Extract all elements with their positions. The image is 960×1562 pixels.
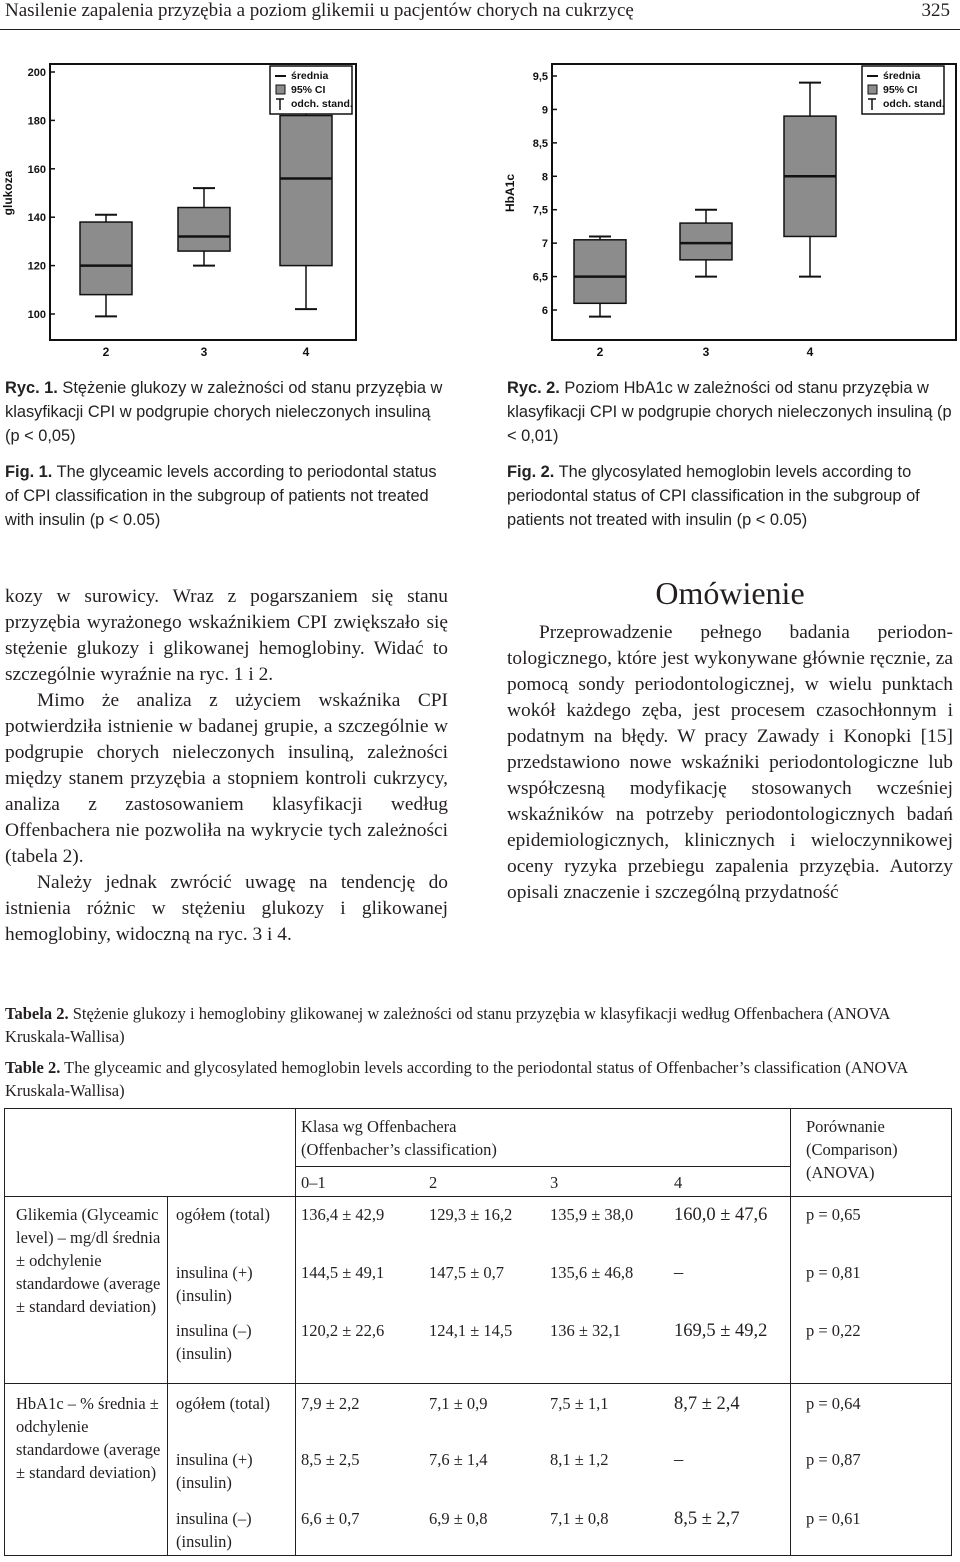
class-col-3: 3 [550,1173,559,1192]
figure-1-chart [0,60,360,370]
x-tick-label: 4 [302,345,310,359]
box-95ci [80,222,132,295]
table-pvalue-cell: p = 0,22 [806,1321,861,1340]
x-tick-label: 4 [806,345,814,359]
table-2-caption-pl: Tabela 2. Stężenie glukozy i hemoglobiny glikowanej w zależności od stanu przyzębia w klasyfikacji według Offenbachera (ANOVA Kruskala-Wallisa) [5,1004,890,1046]
page-number: 325 [921,0,950,21]
table-pvalue-cell: p = 0,87 [806,1450,861,1469]
row-subgroup-label: insulina (+) (insulin) [176,1450,253,1492]
table-value-cell: 8,5 ± 2,7 [674,1509,740,1529]
legend-label: odch. stand. [291,98,353,110]
figure-2-label-en: Fig. 2. [507,463,555,481]
y-tick-label: 120 [27,260,46,273]
table-pvalue-cell: p = 0,65 [806,1205,861,1224]
left-paragraph-3: Należy jednak zwrócić uwagę na tendencję do istnienia różnic w stężeniu glukozy i glikowanej hemoglobiny, widoczną na ryc. 3 i 4. [5,872,448,945]
figure-2-caption-en: The glycosylated hemoglobin levels according to periodontal status of CPI classification in the subgroup of patients not treated with insulin (p < 0.05) [507,463,920,529]
table-pvalue-cell: p = 0,81 [806,1263,861,1282]
table-value-cell: 7,1 ± 0,9 [429,1394,488,1413]
table-value-cell: 124,1 ± 14,5 [429,1321,513,1340]
x-tick-label: 2 [596,345,604,359]
table-value-cell: 135,9 ± 38,0 [550,1205,634,1224]
table-value-cell: 169,5 ± 49,2 [674,1321,768,1341]
y-tick-label: 200 [27,67,46,79]
table-value-cell: 8,7 ± 2,4 [674,1394,740,1414]
class-col-0-1: 0–1 [301,1173,326,1192]
table-value-cell: 8,1 ± 1,2 [550,1450,609,1469]
y-axis-label: glukoza [1,170,15,216]
legend-label: średnia [291,70,329,82]
table-value-cell: 6,9 ± 0,8 [429,1509,488,1528]
table-rule [295,1166,790,1167]
y-tick-label: 9 [541,104,548,117]
table-rule [5,1383,951,1384]
class-col-2: 2 [429,1173,438,1192]
box-95ci [280,116,332,266]
legend-label: odch. stand. [883,98,945,110]
table-2-caption-en: Table 2. The glyceamic and glycosylated hemoglobin levels according to the periodontal status of Offenbacher’s classification (ANOVA Kruskala-Wallisa) [5,1058,908,1100]
table-value-cell: 7,9 ± 2,2 [301,1394,360,1413]
x-tick-label: 2 [102,345,110,359]
table-value-cell: 120,2 ± 22,6 [301,1321,385,1340]
y-tick-label: 6 [541,305,548,317]
table-rule [790,1109,791,1555]
table-2-caption [5,1002,950,1102]
table-pvalue-cell: p = 0,64 [806,1394,861,1413]
x-tick-label: 3 [702,345,710,359]
row-subgroup-label: ogółem (total) [176,1394,270,1413]
y-tick-label: 8,5 [532,137,548,150]
y-axis-label: HbA1c [503,173,517,213]
table-rule [295,1109,296,1555]
header-rule [0,29,960,30]
section-heading: Omówienie [655,575,805,611]
running-header-title: Nasilenie zapalenia przyzębia a poziom glikemii u pacjentów chorych na cukrzycę [5,0,634,21]
row-subgroup-label: insulina (–) (insulin) [176,1321,252,1363]
header-class-en: (Offenbacher’s classification) [301,1140,497,1159]
table-value-cell: 136,4 ± 42,9 [301,1205,385,1224]
figure-2-caption-pl: Poziom HbA1c w zależności od stanu przyzębia w klasyfikacji CPI w podgrupie chorych nieleczonych insuliną (p < 0,01) [507,379,952,445]
y-tick-label: 6,5 [532,271,548,284]
table-value-cell: 147,5 ± 0,7 [429,1263,505,1282]
y-tick-label: 160 [27,163,46,176]
header-comparison-anova: (ANOVA) [806,1163,875,1182]
table-value-cell: 7,6 ± 1,4 [429,1450,488,1469]
box-95ci [178,208,230,252]
legend-label: średnia [883,70,921,82]
table-value-cell: – [674,1263,684,1283]
table-value-cell: 6,6 ± 0,7 [301,1509,360,1528]
table-value-cell: 160,0 ± 47,6 [674,1205,768,1225]
y-tick-label: 8 [541,171,548,184]
row-subgroup-label: insulina (+) (insulin) [176,1263,253,1305]
figure-2-chart [500,60,960,370]
figure-1-caption-pl: Stężenie glukozy w zależności od stanu przyzębia w klasyfikacji CPI w podgrupie chorych nieleczonych insuliną (p < 0,05) [5,379,443,445]
left-paragraph-2: Mimo że analiza z użyciem wskaźnika CPI potwierdziła istnienie w badanej grupie, a szczególnie w podgrupie chorych nieleczonych insuliną, zależności między stanem przyzębia a stopniem kontroli cukrzycy, analiza z zastosowaniem klasyfikacji według Offenbachera nie pozwoliła na wykrycie tych zależności (tabela 2). [5,690,448,867]
figure-1-caption [5,376,445,532]
table-value-cell: 7,5 ± 1,1 [550,1394,609,1413]
box-95ci [574,240,626,304]
table-rule [5,1196,951,1197]
legend-ci-swatch [276,85,285,94]
left-column-text [5,584,448,948]
y-tick-label: 7,5 [532,204,548,217]
left-paragraph-1: kozy w surowicy. Wraz z pogarszaniem się stanu przyzębia wyrażonego wskaźnikiem CPI zwiększało się stężenie glukozy i glikowanej hemoglobiny. Widać to szczególnie wyraźnie na ryc. 1 i 2. [5,586,448,685]
y-tick-label: 140 [27,212,46,225]
header-comparison: Porównanie [806,1117,885,1136]
y-tick-label: 180 [27,115,46,128]
right-paragraph-1: Przeprowadzenie pełnego badania periodontologicznego, które jest wykonywane głównie ręcznie, za pomocą sondy periodontologicznej, w wielu punktach wokół każdego zęba, jest procesem czasochłonnym i podatnym na błędy. W pracy Zawady i Konopki [15] przedstawiono nowe wskaźniki periodontologiczne lub współczesną modyfikację stosowanych wcześniej wskaźników na potrzeby periodontologicznych badań epidemiologicznych, klinicznych i wieloczynnikowej oceny ryzyka przebiegu zapalenia przyzębia. Autorzy opisali znaczenie i szczególną przydatność [507,622,953,903]
table-value-cell: 8,5 ± 2,5 [301,1450,360,1469]
class-col-4: 4 [674,1173,683,1192]
table-value-cell: – [674,1450,684,1470]
group-hba1c-label: HbA1c – % średnia ± odchylenie standardowe (average ± standard deviation) [16,1394,161,1482]
figure-1-caption-en: The glyceamic levels according to periodontal status of CPI classification in the subgroup of patients not treated with insulin (p < 0.05) [5,463,437,529]
row-subgroup-label: insulina (–) (insulin) [176,1509,252,1551]
legend-ci-swatch [868,85,877,94]
y-tick-label: 9,5 [532,71,548,83]
right-column-text [507,575,953,906]
header-comparison-en: (Comparison) [806,1140,898,1159]
figure-2-caption [507,376,955,532]
table-value-cell: 7,1 ± 0,8 [550,1509,609,1528]
legend-label: 95% CI [291,84,326,96]
group-glikemia-label: Glikemia (Glyceamic level) – mg/dl średnia ± odchylenie standardowe (average ± standard deviation) [16,1205,161,1316]
table-rule [167,1196,168,1555]
table-value-cell: 129,3 ± 16,2 [429,1205,513,1224]
figure-1-label-en: Fig. 1. [5,463,53,481]
box-95ci [680,223,732,260]
legend-label: 95% CI [883,84,918,96]
table-value-cell: 136 ± 32,1 [550,1321,621,1340]
table-pvalue-cell: p = 0,61 [806,1509,861,1528]
table-value-cell: 135,6 ± 46,8 [550,1263,634,1282]
row-subgroup-label: ogółem (total) [176,1205,270,1224]
table-value-cell: 144,5 ± 49,1 [301,1263,385,1282]
y-tick-label: 100 [27,309,46,321]
figure-1-label-pl: Ryc. 1. [5,379,58,397]
y-tick-label: 7 [541,238,548,251]
header-class: Klasa wg Offenbachera [301,1117,457,1136]
figure-2-label-pl: Ryc. 2. [507,379,560,397]
table-2 [4,1108,952,1556]
x-tick-label: 3 [200,345,208,359]
